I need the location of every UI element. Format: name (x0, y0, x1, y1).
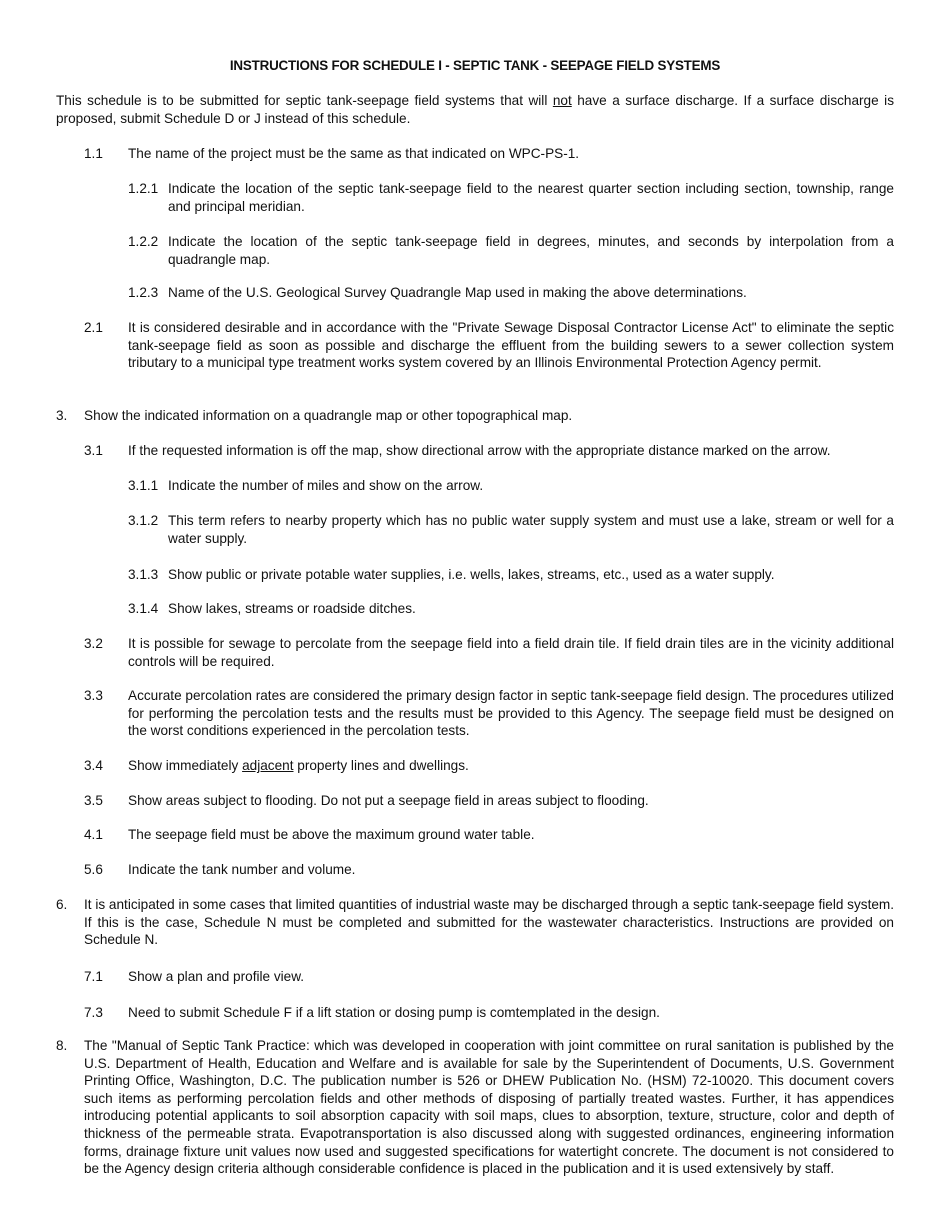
item-text: Name of the U.S. Geological Survey Quadrangle Map used in making the above determinations. (168, 285, 747, 300)
item-text: It is considered desirable and in accordance with the "Private Sewage Disposal Contractor License Act" to eliminate the septic tank-seepage field as soon as possible and discharge the effluent from the building sewers to a sewer collection system tributary to a municipal type treatment works system covered by an Illinois Environmental Protection Agency permit. (128, 320, 894, 371)
item-number: 3.2 (84, 636, 103, 651)
page-title: INSTRUCTIONS FOR SCHEDULE I - SEPTIC TANK - SEEPAGE FIELD SYSTEMS (229, 58, 721, 73)
item-text (128, 757, 894, 775)
item-text: It is anticipated in some cases that limited quantities of industrial waste may be discharged through a septic tank-seepage field system. If this is the case, Schedule N must be completed and submitted for the wastewater characteristics. Instructions are provided on Schedule N. (84, 897, 895, 948)
item-text: Indicate the location of the septic tank-seepage field in degrees, minutes, and seconds by interpolation from a quadrangle map. (168, 234, 894, 267)
intro-paragraph (56, 92, 894, 127)
item-number: 6. (56, 897, 68, 912)
item-number: 1.2.1 (128, 181, 159, 196)
item-text: Show public or private potable water supplies, i.e. wells, lakes, streams, etc., used as a water supply. (168, 567, 775, 582)
intro-underlined-word: not (552, 93, 572, 108)
item-number: 8. (56, 1038, 68, 1053)
item-number: 1.1 (84, 146, 103, 161)
item-text: Accurate percolation rates are considered the primary design factor in septic tank-seepage field design. The procedures utilized for performing the percolation tests and the results must be provided to this Agency. The seepage field must be designed on the worst conditions experienced in the percolation tests. (128, 688, 894, 739)
item-text: This term refers to nearby property which has no public water supply system and must use a lake, stream or well for a water supply. (168, 513, 894, 546)
item-number: 5.6 (84, 862, 103, 877)
item-number: 3.3 (84, 688, 103, 703)
item-number: 1.2.3 (128, 285, 159, 300)
item-text: Indicate the location of the septic tank-seepage field to the nearest quarter section including section, township, range and principal meridian. (168, 181, 894, 214)
item-text: If the requested information is off the map, show directional arrow with the appropriate distance marked on the arrow. (128, 443, 831, 458)
item-number: 3.4 (84, 758, 103, 773)
item-number: 3.1.1 (128, 478, 159, 493)
item-number: 3.1 (84, 443, 103, 458)
item-number: 3. (56, 408, 68, 423)
item-text: The seepage field must be above the maximum ground water table. (128, 827, 535, 842)
item-number: 3.5 (84, 793, 103, 808)
item-text: Show areas subject to flooding. Do not put a seepage field in areas subject to flooding. (128, 793, 649, 808)
item-number: 3.1.2 (128, 513, 159, 528)
item-number: 3.1.3 (128, 567, 159, 582)
item-number: 1.2.2 (128, 234, 159, 249)
item-number: 7.1 (84, 969, 103, 984)
item-text: The "Manual of Septic Tank Practice: which was developed in cooperation with joint committee on rural sanitation is published by the U.S. Department of Health, Education and Welfare and is available for sale by the Superintendent of Documents, U.S. Government Printing Office, Washington, D.C. The publication number is 526 or DHEW Publication No. (HSM) 72-10020. This document covers such items as performing percolation fields and other methods of disposing of partially treated wastes. Further, it has appendices introducing potential applicants to soil absorption capacity with soil maps, clues to absorption, texture, structure, color and depth of thickness of the permeable strata. Evapotransportation is also discussed along with suggested ordinances, engineering information forms, drainage fixture unit values now used and suggested specifications for watertight concrete. The document is not considered to be the Agency design criteria although considerable confidence is placed in the publication and it is used extensively by staff. (84, 1038, 894, 1177)
item-text: Show the indicated information on a quadrangle map or other topographical map. (84, 408, 573, 423)
item-text: Need to submit Schedule F if a lift station or dosing pump is comtemplated in the design. (128, 1005, 660, 1020)
item-text: It is possible for sewage to percolate from the seepage field into a field drain tile. If field drain tiles are in the vicinity additional controls will be required. (128, 636, 894, 669)
item-text-before: Show immediately (128, 758, 243, 773)
intro-text-before: This schedule is to be submitted for septic tank-seepage field systems that will (56, 93, 553, 108)
item-text: The name of the project must be the same as that indicated on WPC-PS-1. (128, 146, 580, 161)
item-number: 4.1 (84, 827, 103, 842)
item-text: Indicate the tank number and volume. (128, 862, 356, 877)
item-text: Show lakes, streams or roadside ditches. (168, 601, 416, 616)
item-text: Indicate the number of miles and show on the arrow. (168, 478, 484, 493)
item-underlined-word: adjacent (242, 758, 294, 773)
item-number: 7.3 (84, 1005, 103, 1020)
item-number: 3.1.4 (128, 601, 159, 616)
item-text-after: property lines and dwellings. (293, 758, 469, 773)
item-text: Show a plan and profile view. (128, 969, 305, 984)
item-number: 2.1 (84, 320, 103, 335)
intro-text-after: have a surface discharge. If a surface discharge is proposed, submit Schedule D or J instead of this schedule. (56, 93, 894, 126)
